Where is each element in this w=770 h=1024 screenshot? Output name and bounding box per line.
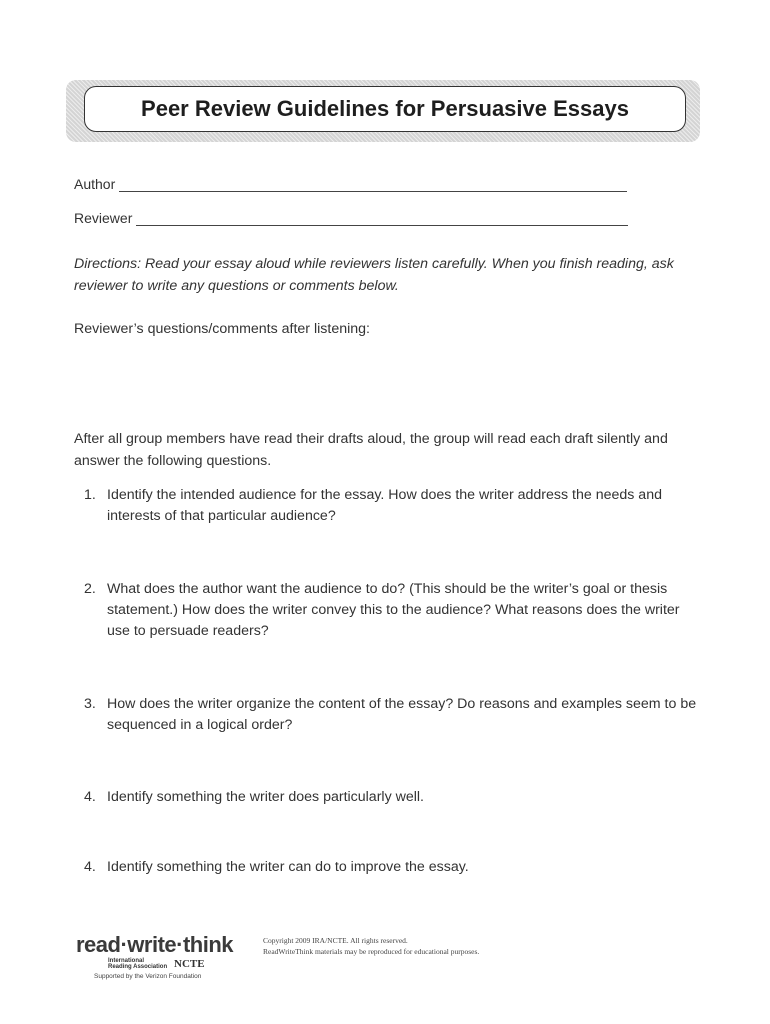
question-item	[84, 787, 699, 808]
title-box	[84, 86, 686, 132]
question-item	[84, 579, 699, 642]
question-text: Identify the intended audience for the essay. How does the writer address the needs and interests of that particular audience?	[107, 487, 662, 524]
question-number: 3.	[84, 696, 96, 712]
question-text: Identify something the writer does particularly well.	[107, 789, 424, 805]
comments-prompt: Reviewer’s questions/comments after listening:	[74, 321, 370, 337]
question-item	[84, 857, 699, 878]
directions-text: Directions: Read your essay aloud while reviewers listen carefully. When you finish reading, ask reviewer to write any questions or comments below.	[74, 256, 674, 294]
question-text: Identify something the writer can do to improve the essay.	[107, 859, 469, 875]
readwritethink-logo	[76, 932, 236, 982]
logo-wordmark: read·write·think	[76, 932, 234, 957]
copyright-notice	[263, 935, 479, 957]
question-item	[84, 694, 699, 736]
question-number: 4.	[84, 789, 96, 805]
author-field	[74, 176, 627, 192]
question-number: 4.	[84, 859, 96, 875]
question-text: How does the writer organize the content of the essay? Do reasons and examples seem to be sequenced in a logical order?	[107, 696, 697, 733]
intro-paragraph: After all group members have read their drafts aloud, the group will read each draft silently and answer the following questions.	[74, 431, 668, 469]
author-line[interactable]	[119, 177, 627, 192]
reviewer-field	[74, 210, 628, 226]
ira-logo	[108, 958, 167, 970]
question-text: What does the author want the audience to do? (This should be the writer’s goal or thesis statement.) How does the writer convey this to the audience? What reasons does the writer use to persuade readers?	[107, 581, 680, 639]
question-number: 1.	[84, 487, 96, 503]
question-item	[84, 485, 699, 527]
ira-line1: International	[108, 958, 145, 964]
copyright-line2: ReadWriteThink materials may be reproduced for educational purposes.	[263, 947, 480, 956]
ira-line2: Reading Association	[108, 964, 168, 970]
reviewer-line[interactable]	[136, 211, 628, 226]
question-number: 2.	[84, 581, 96, 597]
reviewer-label: Reviewer	[74, 210, 133, 226]
supported-by-text: Supported by the Verizon Foundation	[94, 973, 202, 980]
author-label: Author	[74, 176, 116, 192]
page-title: Peer Review Guidelines for Persuasive Essays	[141, 96, 629, 121]
copyright-line1: Copyright 2009 IRA/NCTE. All rights reserved.	[263, 936, 408, 945]
ncte-logo: NCTE	[174, 958, 205, 970]
